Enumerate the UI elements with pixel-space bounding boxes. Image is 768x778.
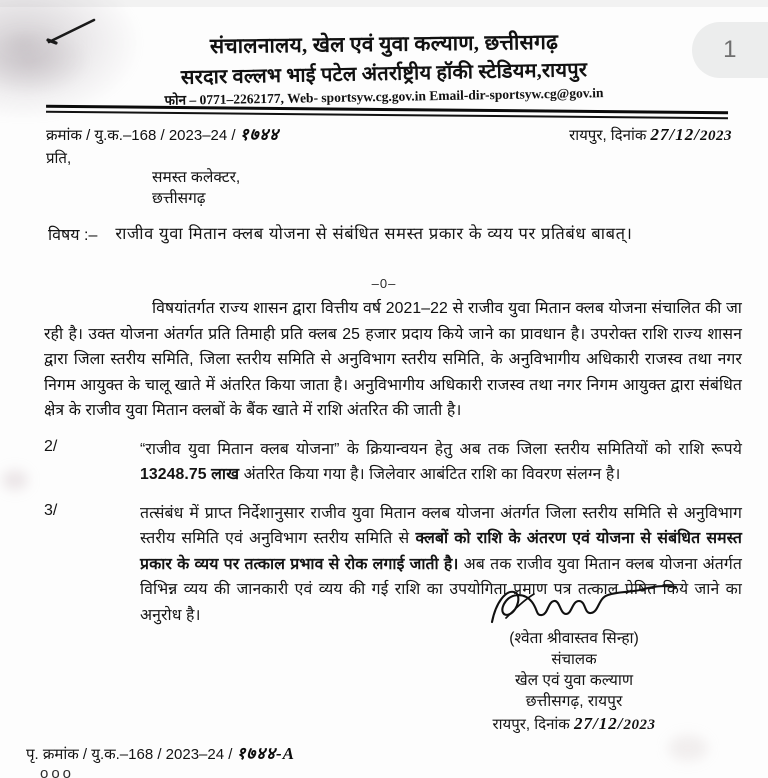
letter-body (44, 296, 742, 628)
item-3-emphasis: क्लबों को राशि के अंतरण एवं योजना से संबंधित समस्त प्रकार के व्यय पर तत्काल प्रभाव से रोक लगाई जाती है। (140, 530, 743, 573)
signatory-designation: संचालक (551, 651, 597, 668)
footer-reference-prefix: पृ. क्रमांक / यु.क.–168 / 2023–24 / (26, 746, 233, 763)
signatory-place: छत्तीसगढ़, रायपुर (525, 693, 623, 710)
footer-partial-text: ooo (40, 765, 75, 778)
handwritten-signature (424, 586, 724, 626)
page-number-label: 1 (723, 36, 737, 63)
scan-blotch (2, 470, 28, 490)
addressee-block (152, 167, 240, 209)
signature-block (424, 586, 724, 736)
addressee-line-2: छत्तीसगढ़ (152, 190, 206, 207)
viewer-top-strip (0, 0, 768, 7)
signatory-name: (श्वेता श्रीवास्तव सिन्हा) (509, 630, 639, 647)
signature-date-label: रायपुर, दिनांक (492, 716, 570, 733)
item-2-text-before-amount: “राजीव युवा मितान क्लब योजना” के क्रियान्वयन हेतु अब तक जिला स्तरीय समितियों को राशि रूपये (140, 440, 742, 458)
signature-date-year: 2023 (623, 717, 656, 733)
item-3-text-part-2: अब तक राजीव युवा मितान क्लब योजना अंतर्गत विभिन्न व्यय की जानकारी एवं व्यय की गई राशि का उपयोगिता प्रमाण पत्र तत्काल प्रेषित किये जाने का अनुरोध है। (140, 555, 742, 624)
item-2-text-after-amount: अंतरित किया गया है। जिलेवार आबंटित राशि का विवरण संलग्न है। (239, 466, 621, 483)
letterhead-address-line: सरदार वल्लभ भाई पटेल अंतर्राष्ट्रीय हॉकी स्टेडियम,रायपुर (180, 59, 588, 89)
letter-date-year: 2023 (700, 128, 732, 144)
footer-reference-serial-handwritten: १७४४-A (236, 744, 295, 763)
place-date-label: रायपुर, दिनांक (569, 127, 647, 144)
reference-number-prefix: क्रमांक / यु.क.–168 / 2023–24 / (46, 127, 236, 144)
item-2-amount: 13248.75 लाख (140, 466, 240, 483)
item-2-text (140, 437, 742, 488)
item-3-marker: 3/ (44, 501, 58, 519)
signature-date-handwritten: 27/12/ (574, 714, 624, 733)
item-2-marker: 2/ (44, 437, 58, 455)
reference-number (46, 122, 279, 145)
addressee-label: प्रति, (46, 150, 72, 167)
subject-label: विषय :– (48, 227, 98, 244)
signature-date (424, 713, 724, 736)
letterhead (0, 29, 768, 108)
section-separator: –0– (371, 276, 397, 291)
letterhead-contact-line: फोन – 0771–2262177, Web- sportsyw.cg.gov.in Email-dir-sportsyw.cg@gov.in (164, 85, 604, 108)
subject-text: राजीव युवा मितान क्लब योजना से संबंधित समस्त प्रकार के व्यय पर प्रतिबंध बाबत्। (115, 225, 633, 243)
footer-endorsement-reference (26, 741, 295, 764)
signatory-department: खेल एवं युवा कल्याण (514, 672, 634, 689)
place-and-date (569, 125, 732, 145)
letterhead-department-line: संचालनालय, खेल एवं युवा कल्याण, छत्तीसगढ़ (209, 29, 559, 59)
reference-serial-handwritten: १७४४ (239, 125, 280, 144)
body-item-2 (44, 437, 742, 488)
subject-row (48, 222, 738, 247)
scan-blotch (668, 735, 708, 761)
reference-and-date-row (46, 122, 732, 145)
body-paragraph-1: विषयांतर्गत राज्य शासन द्वारा वित्तीय वर्ष 2021–22 से राजीव युवा मितान क्लब योजना संचालित की जा रही है। उक्त योजना अंतर्गत प्रति तिमाही प्रति क्लब 25 हजार प्रदाय किये जाने का प्रावधान है। उपरोक्त राशि राज्य शासन द्वारा जिला स्तरीय समिति, जिला स्तरीय समिति से अनुविभाग स्तरीय समिति, के अनुविभागीय अधिकारी राजस्व तथा नगर निगम आयुक्त के चालू खाते में अंतरित किया जाता है। अनुविभागीय अधिकारी राजस्व तथा नगर निगम आयुक्त द्वारा संबंधित क्षेत्र के राजीव युवा मितान क्लबों के बैंक खाते में राशि अंतरित की जाती है। (44, 300, 742, 419)
letter-date-handwritten: 27/12/ (650, 125, 700, 144)
addressee-line-1: समस्त कलेक्टर, (152, 169, 241, 186)
item-3-text-part-1: तत्संबंध में प्राप्त निर्देशानुसार राजीव युवा मितान क्लब योजना अंतर्गत जिला स्तरीय समिति से अनुविभाग स्तरीय समिति एवं अनुविभाग स्तरीय समिति से (140, 504, 742, 547)
